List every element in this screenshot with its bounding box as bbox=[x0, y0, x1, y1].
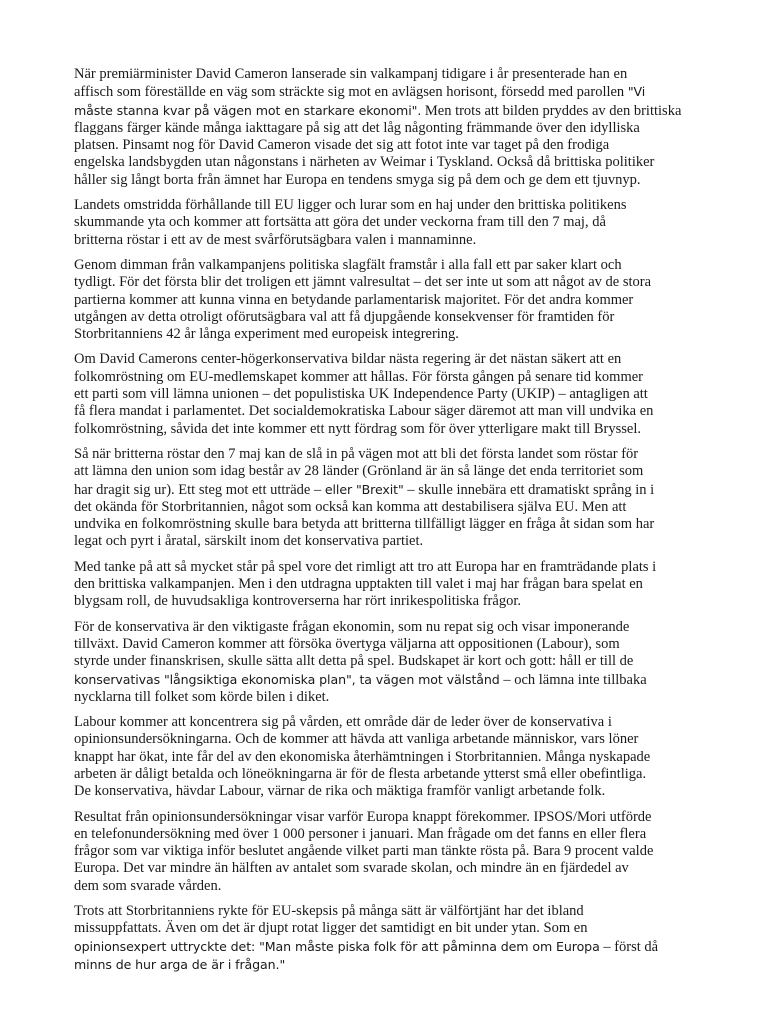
text-segment: Genom dimman från valkampanjens politiska slagfält framstår i alla fall ett par saker klart och bbox=[74, 256, 622, 273]
text-segment: styrde under finanskrisen, skulle sätta allt detta på spel. Budskapet är kort och gott: håll er till de bbox=[74, 653, 634, 670]
text-segment: folkomröstning om EU-medlemskapet kommer att hållas. För första gången på senare tid kommer bbox=[74, 368, 643, 385]
text-segment: Så när britterna röstar den 7 maj kan de slå in på vägen mot att bli det första landet som röstar för bbox=[74, 445, 639, 462]
text-segment: – skulle innebära ett dramatiskt språng in i bbox=[403, 481, 655, 498]
paragraph bbox=[74, 559, 702, 611]
paragraph bbox=[74, 197, 702, 249]
text-segment: tydligt. För det första blir det troligen ett jämnt valresultat – det ser inte ut som att något av de stora bbox=[74, 274, 652, 291]
text-segment: Storbritanniens 42 år långa experiment med europeisk integrering. bbox=[74, 326, 459, 343]
text-segment: utgången av detta otroligt oförutsägbara val att få djupgående konsekvenser för framtiden för bbox=[74, 308, 615, 325]
text-segment: legat och pyrt i åratal, särskilt inom det konservativa partiet. bbox=[74, 533, 424, 550]
article-body bbox=[74, 66, 702, 982]
text-segment: få flera mandat i parlamentet. Det socialdemokratiska Labour säger däremot att man vill undvika en bbox=[74, 403, 654, 420]
text-line bbox=[74, 878, 702, 895]
text-line bbox=[74, 826, 702, 843]
text-line bbox=[74, 102, 702, 120]
paragraph bbox=[74, 809, 702, 895]
text-segment: Om David Camerons center-högerkonservativa bildar nästa regering är det nästan säkert att en bbox=[74, 351, 622, 368]
text-segment: "Vi bbox=[627, 84, 646, 100]
paragraph bbox=[74, 351, 702, 437]
text-line bbox=[74, 120, 702, 137]
text-line bbox=[74, 403, 702, 420]
text-segment: folkomröstning, såvida det inte kommer ett nytt fördrag som för över ytterligare makt till Bryssel. bbox=[74, 420, 641, 437]
text-segment: blygsam roll, de huvudsakliga kontroverserna har rört inrikespolitiska frågor. bbox=[74, 593, 521, 610]
text-segment: Labour kommer att koncentrera sig på vården, ett område där de leder över de konservativa i bbox=[74, 714, 612, 731]
text-line bbox=[74, 154, 702, 171]
text-segment: Resultat från opinionsundersökningar visar varför Europa knappt förekommer. IPSOS/Mori utförde bbox=[74, 808, 652, 825]
text-line bbox=[74, 671, 702, 689]
text-segment: Men trots att bilden pryddes av den brittiska bbox=[421, 102, 682, 119]
text-line bbox=[74, 172, 702, 189]
text-segment: måste stanna kvar på vägen mot en starkare ekonomi". bbox=[74, 102, 422, 118]
text-line bbox=[74, 351, 702, 368]
text-line bbox=[74, 843, 702, 860]
text-line bbox=[74, 232, 702, 249]
text-segment: opinionsundersökningarna. Och de kommer att hävda att vanliga arbetande människor, vars löner bbox=[74, 731, 639, 748]
text-line bbox=[74, 197, 702, 214]
text-line bbox=[74, 463, 702, 480]
text-segment: För de konservativa är den viktigaste frågan ekonomin, som nu repat sig och visar imponerande bbox=[74, 618, 630, 635]
text-segment: Europa. Det var mindre än hälften av antalet som svarade skolan, och mindre än en fjärdedel av bbox=[74, 860, 629, 877]
text-segment: frågor som var viktiga inför beslutet angående vilket parti man tänkte rösta på. Bara 9 procent valde bbox=[74, 843, 654, 860]
text-segment: Landets omstridda förhållande till EU ligger och lurar som en haj under den brittiska politikens bbox=[74, 197, 627, 214]
text-line bbox=[74, 257, 702, 274]
text-line bbox=[74, 576, 702, 593]
text-segment: britterna röstar i ett av de mest svårförutsägbara valen i mannaminne. bbox=[74, 231, 477, 248]
text-line bbox=[74, 783, 702, 800]
text-segment: har dragit sig ur). Ett steg mot ett utträde – bbox=[74, 481, 325, 498]
text-segment: tillväxt. David Cameron kommer att försöka övertyga väljarna att oppositionen (Labour), som bbox=[74, 635, 620, 652]
text-line bbox=[74, 636, 702, 653]
text-segment: ett parti som vill lämna unionen – det populistiska UK Independence Party (UKIP) – antagligen att bbox=[74, 386, 648, 403]
text-line bbox=[74, 386, 702, 403]
text-segment: arbeten är dåligt betalda och löneökningarna är för de flesta arbetande ytterst små eller obefintliga. bbox=[74, 765, 647, 782]
text-line bbox=[74, 920, 702, 937]
text-line bbox=[74, 653, 702, 670]
text-segment: De konservativa, hävdar Labour, värnar de rika och mäktiga framför vanligt arbetande folk. bbox=[74, 783, 606, 800]
text-line bbox=[74, 516, 702, 533]
text-line bbox=[74, 83, 702, 101]
text-segment: engelska landsbygden utan någonstans i närheten av Weimar i Tyskland. Också då brittiska politiker bbox=[74, 154, 655, 171]
text-line bbox=[74, 956, 702, 974]
text-line bbox=[74, 731, 702, 748]
text-line bbox=[74, 533, 702, 550]
text-segment: eller "Brexit" bbox=[324, 481, 404, 497]
text-segment: partierna kommer att kunna vinna en betydande parlamentarisk majoritet. För det andra kommer bbox=[74, 291, 634, 308]
text-line bbox=[74, 137, 702, 154]
text-segment: – och lämna inte tillbaka bbox=[499, 671, 647, 688]
text-segment: flaggans färger kände många iakttagare på sig att det låg någonting främmande över den idylliska bbox=[74, 119, 640, 136]
text-segment: minns de hur arga de är i frågan." bbox=[74, 956, 286, 972]
paragraph bbox=[74, 257, 702, 343]
text-line bbox=[74, 446, 702, 463]
text-line bbox=[74, 559, 702, 576]
text-segment: affisch som föreställde en väg som sträckte sig mot en avlägsen horisont, försedd med parollen bbox=[74, 84, 628, 101]
text-line bbox=[74, 274, 702, 291]
text-segment: När premiärminister David Cameron lanserade sin valkampanj tidigare i år presenterade han en bbox=[74, 66, 628, 82]
text-segment: den brittiska valkampanjen. Men i den utdragna upptakten till valet i maj har frågan bara spelat en bbox=[74, 576, 643, 593]
text-segment: håller sig långt borta från ämnet har Europa en tendens smyga sig på dem och ge dem ett tjuvnyp. bbox=[74, 171, 641, 188]
paragraph bbox=[74, 714, 702, 800]
text-segment: missuppfattats. Även om det är djupt rotat ligger det samtidigt en bit under ytan. Som en bbox=[74, 920, 588, 937]
text-line bbox=[74, 689, 702, 706]
text-line bbox=[74, 66, 702, 83]
text-line bbox=[74, 860, 702, 877]
text-segment: dem som svarade vården. bbox=[74, 877, 222, 894]
text-segment: Med tanke på att så mycket står på spel vore det rimligt att tro att Europa har en framträdande plats i bbox=[74, 558, 657, 575]
text-segment: platsen. Pinsamt nog för David Cameron visade det sig att fotot inte var taget på den frodiga bbox=[74, 137, 610, 154]
text-segment: – först då bbox=[599, 938, 659, 955]
text-segment: det okända för Storbritannien, något som också kan komma att destabilisera själva EU. Men att bbox=[74, 498, 627, 515]
text-line bbox=[74, 421, 702, 438]
text-line bbox=[74, 714, 702, 731]
paragraph bbox=[74, 66, 702, 189]
text-line bbox=[74, 292, 702, 309]
text-segment: skummande yta och kommer att fortsätta att göra det under veckorna fram till den 7 maj, då bbox=[74, 214, 606, 231]
paragraph bbox=[74, 619, 702, 706]
text-line bbox=[74, 938, 702, 956]
text-segment: nycklarna till folket som körde bilen i diket. bbox=[74, 688, 330, 705]
text-segment: Trots att Storbritanniens rykte för EU-skepsis på många sätt är välförtjänt har det ibland bbox=[74, 903, 584, 920]
paragraph bbox=[74, 903, 702, 974]
text-line bbox=[74, 619, 702, 636]
text-line bbox=[74, 749, 702, 766]
text-segment: att lämna den union som idag består av 28 länder (Grönland är än så länge det enda territoriet som bbox=[74, 463, 644, 480]
text-segment: knappt har ökat, inte får del av den ekonomiska återhämtningen i Storbritannien. Många nyskapade bbox=[74, 748, 651, 765]
text-line bbox=[74, 593, 702, 610]
text-segment: en telefonundersökning med över 1 000 personer i januari. Man frågade om det fanns en eller flera bbox=[74, 825, 647, 842]
text-segment: opinionsexpert uttryckte det: "Man måste piska folk för att påminna dem om Europa bbox=[74, 938, 600, 954]
text-line bbox=[74, 903, 702, 920]
text-line bbox=[74, 481, 702, 499]
text-segment: undvika en folkomröstning skulle bara betyda att britterna tillfälligt lägger en fråga åt sidan som har bbox=[74, 516, 655, 533]
text-line bbox=[74, 809, 702, 826]
text-segment: konservativas "långsiktiga ekonomiska plan", ta vägen mot välstånd bbox=[74, 671, 500, 687]
text-line bbox=[74, 499, 702, 516]
text-line bbox=[74, 214, 702, 231]
paragraph bbox=[74, 446, 702, 551]
text-line bbox=[74, 766, 702, 783]
text-line bbox=[74, 309, 702, 326]
text-line bbox=[74, 326, 702, 343]
text-line bbox=[74, 369, 702, 386]
